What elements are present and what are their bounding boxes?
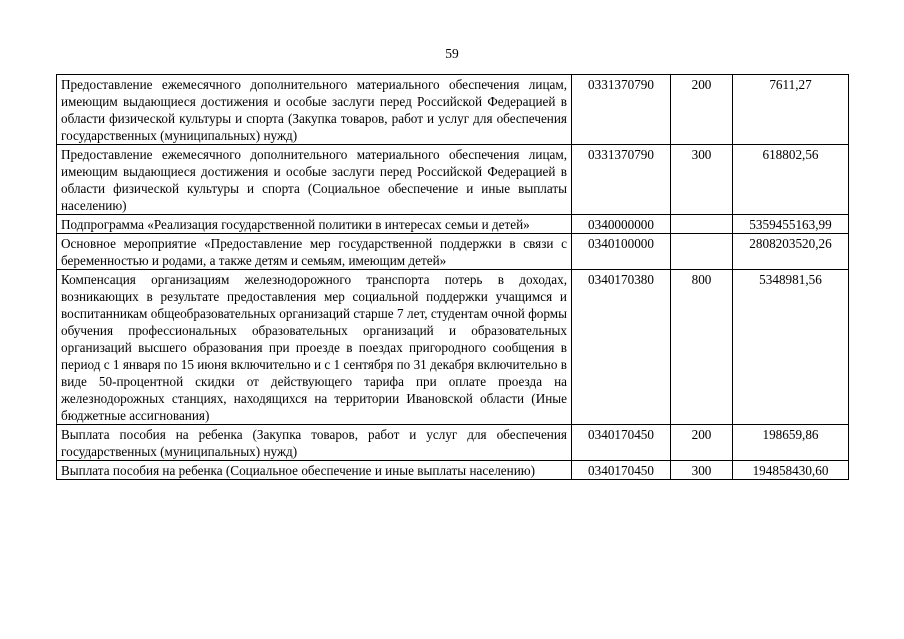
row-amount: 2808203520,26 — [733, 234, 849, 270]
row-description: Выплата пособия на ребенка (Социальное обеспечение и иные выплаты населению) — [57, 461, 572, 480]
row-description: Компенсация организациям железнодорожного транспорта потерь в доходах, возникающих в результате предоставления мер социальной поддержки учащимся и воспитанникам общеобразовательных организаций старше 7 лет, студентам очной формы обучения профессиональных образовательных организаций и образовательных организаций высшего образования при проезде в поездах пригородного сообщения в период с 1 января по 15 июня включительно и с 1 сентября по 31 декабря включительно в виде 50-процентной скидки от действующего тарифа при оплате проезда на железнодорожных станциях, находящихся на территории Ивановской области (Иные бюджетные ассигнования) — [57, 270, 572, 425]
table-row — [57, 215, 849, 234]
row-amount: 618802,56 — [733, 145, 849, 215]
row-expense-type: 200 — [671, 425, 733, 461]
row-target-code: 0340170380 — [572, 270, 671, 425]
page-number: 59 — [445, 46, 459, 61]
row-target-code: 0340170450 — [572, 461, 671, 480]
row-target-code: 0340000000 — [572, 215, 671, 234]
row-description: Предоставление ежемесячного дополнительного материального обеспечения лицам, имеющим выдающиеся достижения и особые заслуги перед Российской Федерацией в области физической культуры и спорта (Закупка товаров, работ и услуг для обеспечения государственных (муниципальных) нужд) — [57, 75, 572, 145]
table-row — [57, 75, 849, 145]
row-expense-type: 800 — [671, 270, 733, 425]
row-amount: 194858430,60 — [733, 461, 849, 480]
table-row — [57, 234, 849, 270]
row-expense-type: 300 — [671, 145, 733, 215]
row-amount: 5359455163,99 — [733, 215, 849, 234]
table-row — [57, 270, 849, 425]
row-expense-type — [671, 234, 733, 270]
table-row — [57, 425, 849, 461]
row-expense-type: 300 — [671, 461, 733, 480]
row-target-code: 0331370790 — [572, 145, 671, 215]
row-amount: 5348981,56 — [733, 270, 849, 425]
budget-table — [56, 74, 849, 480]
table-row — [57, 461, 849, 480]
row-target-code: 0340100000 — [572, 234, 671, 270]
row-amount: 198659,86 — [733, 425, 849, 461]
row-description: Выплата пособия на ребенка (Закупка товаров, работ и услуг для обеспечения государственных (муниципальных) нужд) — [57, 425, 572, 461]
row-expense-type — [671, 215, 733, 234]
row-expense-type: 200 — [671, 75, 733, 145]
row-description: Подпрограмма «Реализация государственной политики в интересах семьи и детей» — [57, 215, 572, 234]
row-target-code: 0340170450 — [572, 425, 671, 461]
row-description: Предоставление ежемесячного дополнительного материального обеспечения лицам, имеющим выдающиеся достижения и особые заслуги перед Российской Федерацией в области физической культуры и спорта (Социальное обеспечение и иные выплаты населению) — [57, 145, 572, 215]
row-target-code: 0331370790 — [572, 75, 671, 145]
row-description: Основное мероприятие «Предоставление мер государственной поддержки в связи с беременностью и родами, а также детям и семьям, имеющим детей» — [57, 234, 572, 270]
row-amount: 7611,27 — [733, 75, 849, 145]
table-row — [57, 145, 849, 215]
